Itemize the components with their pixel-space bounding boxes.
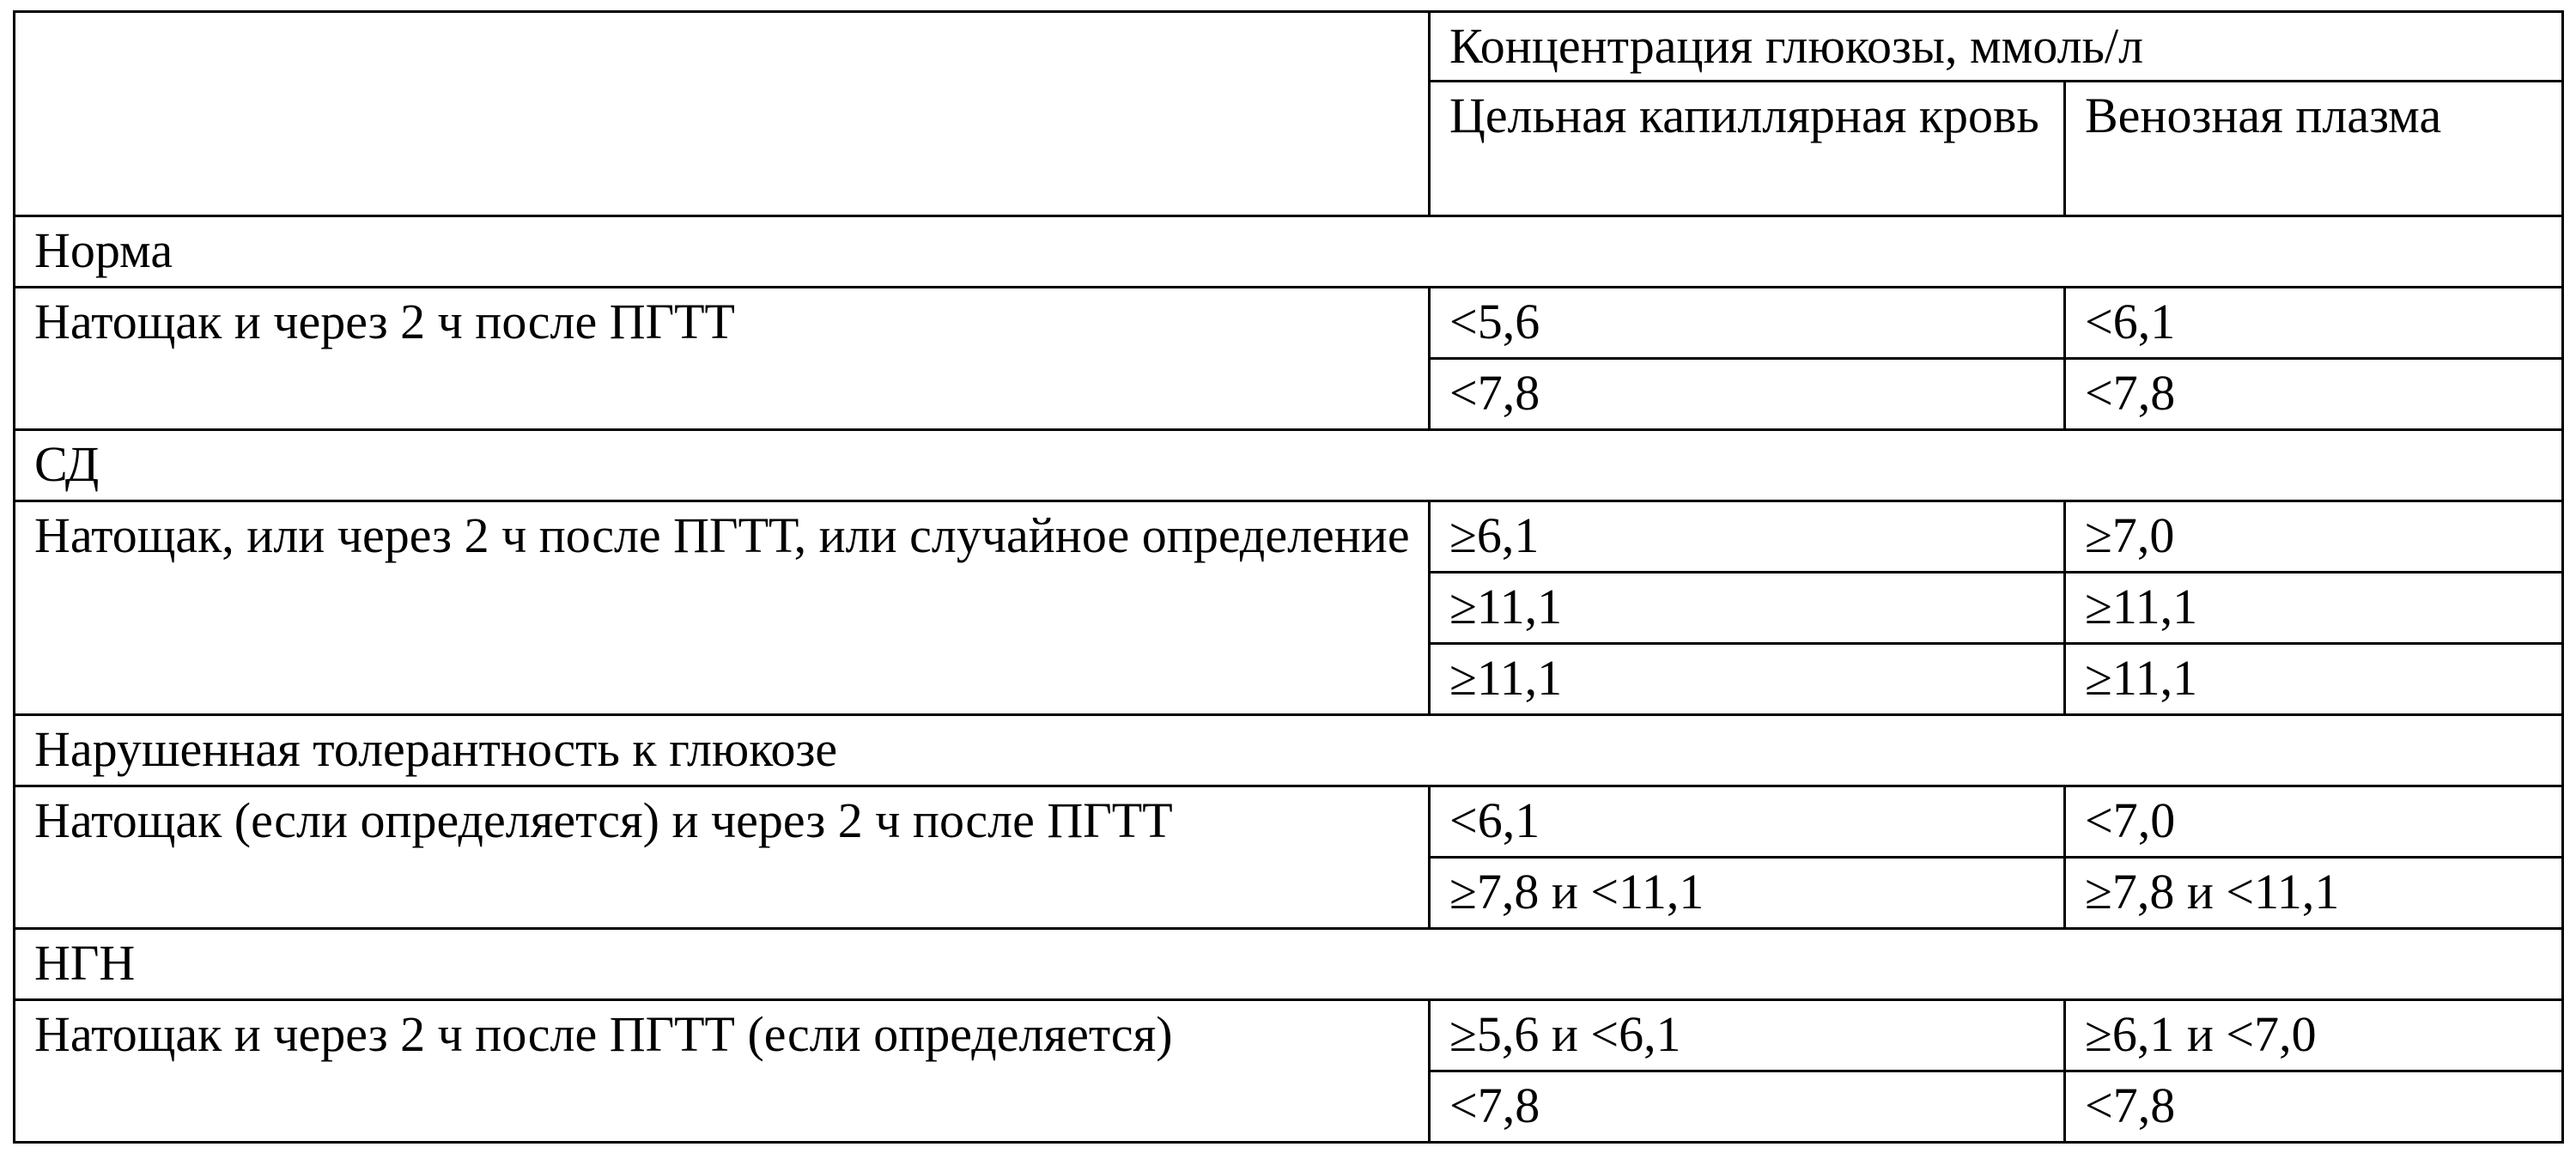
capillary-value: <6,1 [1430,786,2065,858]
capillary-value: ≥7,8 и <11,1 [1430,858,2065,929]
section-title-row [15,430,2563,501]
capillary-value: ≥6,1 [1430,501,2065,573]
section-title: Нарушенная толерантность к глюкозе [15,715,2563,786]
venous-value: <7,0 [2065,786,2563,858]
section-title: Норма [15,216,2563,288]
venous-value: ≥11,1 [2065,644,2563,715]
venous-value: ≥7,8 и <11,1 [2065,858,2563,929]
condition-description: Натощак (если определяется) и через 2 ч после ПГТТ [15,786,1430,929]
condition-description: Натощак и через 2 ч после ПГТТ (если определяется) [15,1000,1430,1143]
capillary-value: <5,6 [1430,288,2065,359]
venous-value: <7,8 [2065,359,2563,430]
capillary-value: <7,8 [1430,1071,2065,1143]
capillary-value: ≥11,1 [1430,573,2065,644]
table-row [15,501,2563,573]
glucose-criteria-table [13,10,2564,1144]
section-title-row [15,715,2563,786]
table-row [15,1000,2563,1071]
section-title: СД [15,430,2563,501]
section-title: НГН [15,929,2563,1000]
venous-value: ≥7,0 [2065,501,2563,573]
venous-value: <6,1 [2065,288,2563,359]
condition-description: Натощак и через 2 ч после ПГТТ [15,288,1430,430]
section-title-row [15,216,2563,288]
header-venous: Венозная плазма [2065,82,2563,216]
venous-value: ≥6,1 и <7,0 [2065,1000,2563,1071]
header-row-1 [15,12,2563,82]
section-title-row [15,929,2563,1000]
header-empty-cell [15,12,1430,216]
header-group-label: Концентрация глюкозы, ммоль/л [1430,12,2563,82]
venous-value: <7,8 [2065,1071,2563,1143]
capillary-value: ≥11,1 [1430,644,2065,715]
table-row [15,786,2563,858]
condition-description: Натощак, или через 2 ч после ПГТТ, или случайное определение [15,501,1430,715]
header-capillary: Цельная капиллярная кровь [1430,82,2065,216]
capillary-value: <7,8 [1430,359,2065,430]
table-body [15,12,2563,1143]
venous-value: ≥11,1 [2065,573,2563,644]
capillary-value: ≥5,6 и <6,1 [1430,1000,2065,1071]
table-row [15,288,2563,359]
